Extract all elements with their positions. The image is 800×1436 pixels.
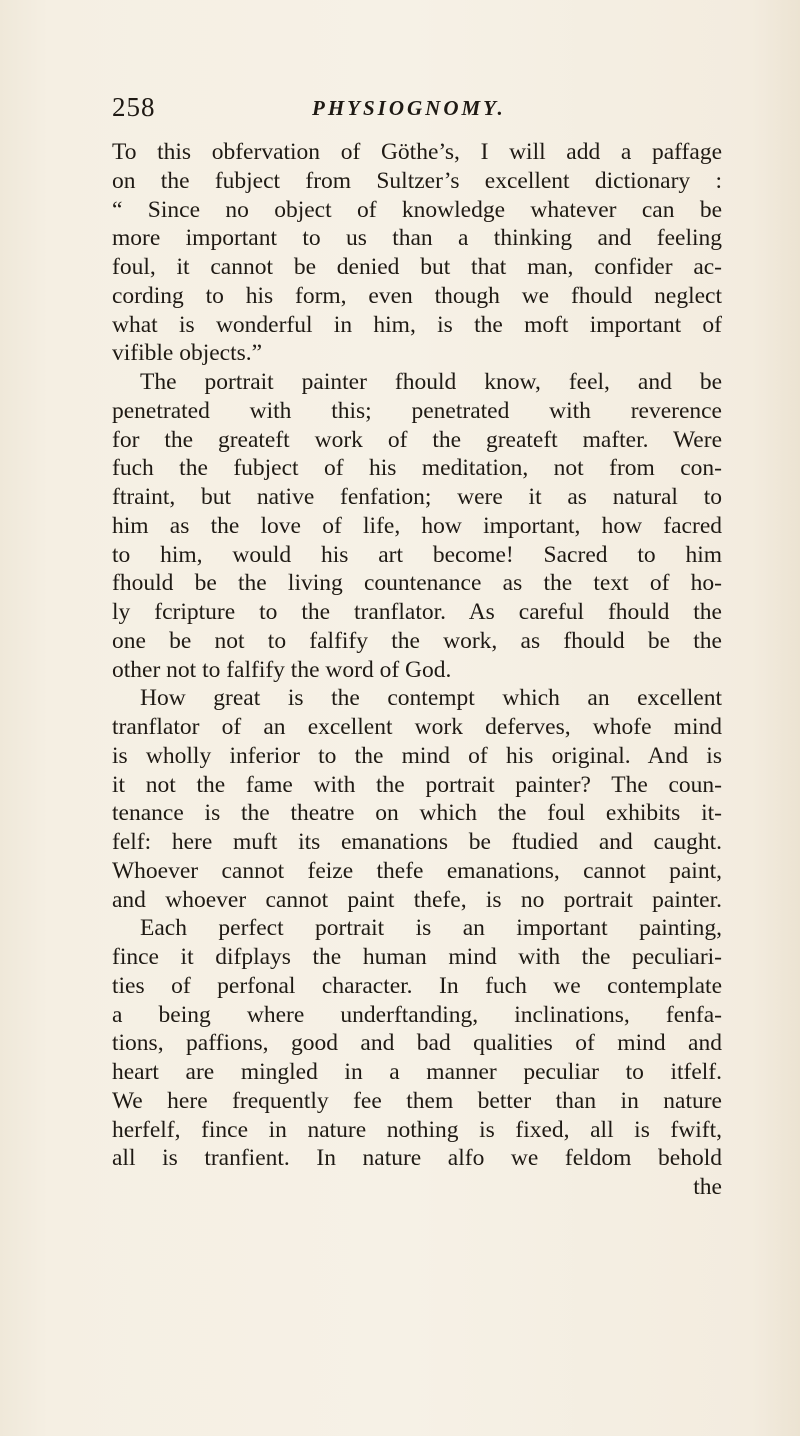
text-line: ties of perfonal character. In fuch we contemplate: [112, 972, 722, 999]
text-line: foul, it cannot be denied but that man, confider ac-: [112, 254, 722, 280]
text-line: it not the fame with the portrait painter? The coun-: [112, 771, 722, 798]
text-line: To this obfervation of Göthe’s, I will add a paffage: [112, 139, 722, 165]
paragraph-first-line: Each perfect portrait is an important painting,: [140, 915, 722, 942]
text-line: penetrated with this; penetrated with reverence: [112, 397, 722, 424]
paragraph-first-line: The portrait painter fhould know, feel, and be: [140, 369, 722, 395]
text-line: “ Since no object of knowledge whatever can be: [112, 196, 722, 223]
text-line: to him, would his art become! Sacred to him: [112, 541, 722, 568]
text-line: him as the love of life, how important, how facred: [112, 512, 722, 539]
paragraph-first-line: How great is the contempt which an excellent: [140, 685, 722, 712]
text-line: a being where underftanding, inclinations, fenfa-: [112, 1001, 722, 1028]
text-line: felf: here muft its emanations be ftudied and caught.: [112, 829, 722, 855]
text-line: fince it difplays the human mind with the peculiari-: [112, 944, 722, 970]
text-line: is wholly inferior to the mind of his original. And is: [112, 742, 722, 769]
text-line: tions, paffions, good and bad qualities of mind and: [112, 1030, 722, 1057]
running-title: PHYSIOGNOMY.: [312, 96, 506, 120]
text-line: fuch the fubject of his meditation, not from con-: [112, 455, 722, 482]
text-line: tranflator of an excellent work deferves, whofe mind: [112, 714, 722, 740]
text-line: all is tranfient. In nature alfo we feldom behold: [112, 1145, 722, 1172]
text-line: on the fubject from Sultzer’s excellent dictionary :: [112, 167, 722, 194]
text-line: ly fcripture to the tranflator. As careful fhould the: [112, 599, 722, 625]
text-line: herfelf, fince in nature nothing is fixed, all is fwift,: [112, 1116, 722, 1143]
text-line: fhould be the living countenance as the text of ho-: [112, 570, 722, 597]
text-line: heart are mingled in a manner peculiar to itfelf.: [112, 1059, 722, 1085]
text-line: what is wonderful in him, is the moft important of: [112, 311, 722, 338]
text-line: and whoever cannot paint thefe, is no portrait painter.: [112, 886, 722, 913]
text-line: other not to falfify the word of God.: [112, 656, 452, 683]
text-line: ftraint, but native fenfation; were it as natural to: [112, 484, 722, 510]
body-text: [112, 138, 722, 1202]
text-line: one be not to falfify the work, as fhould be the: [112, 627, 722, 654]
text-line: Whoever cannot feize thefe emanations, cannot paint,: [112, 857, 722, 884]
catchword: the: [693, 1174, 722, 1200]
running-head: [112, 92, 712, 128]
text-line: vifible objects.”: [112, 340, 263, 367]
text-line: We here frequently fee them better than in nature: [112, 1087, 722, 1114]
text-line: tenance is the theatre on which the foul exhibits it-: [112, 800, 722, 827]
text-line: for the greateft work of the greateft mafter. Were: [112, 426, 722, 453]
page-number: 258: [112, 92, 156, 122]
text-line: more important to us than a thinking and feeling: [112, 225, 722, 252]
text-line: cording to his form, even though we fhould neglect: [112, 282, 722, 309]
